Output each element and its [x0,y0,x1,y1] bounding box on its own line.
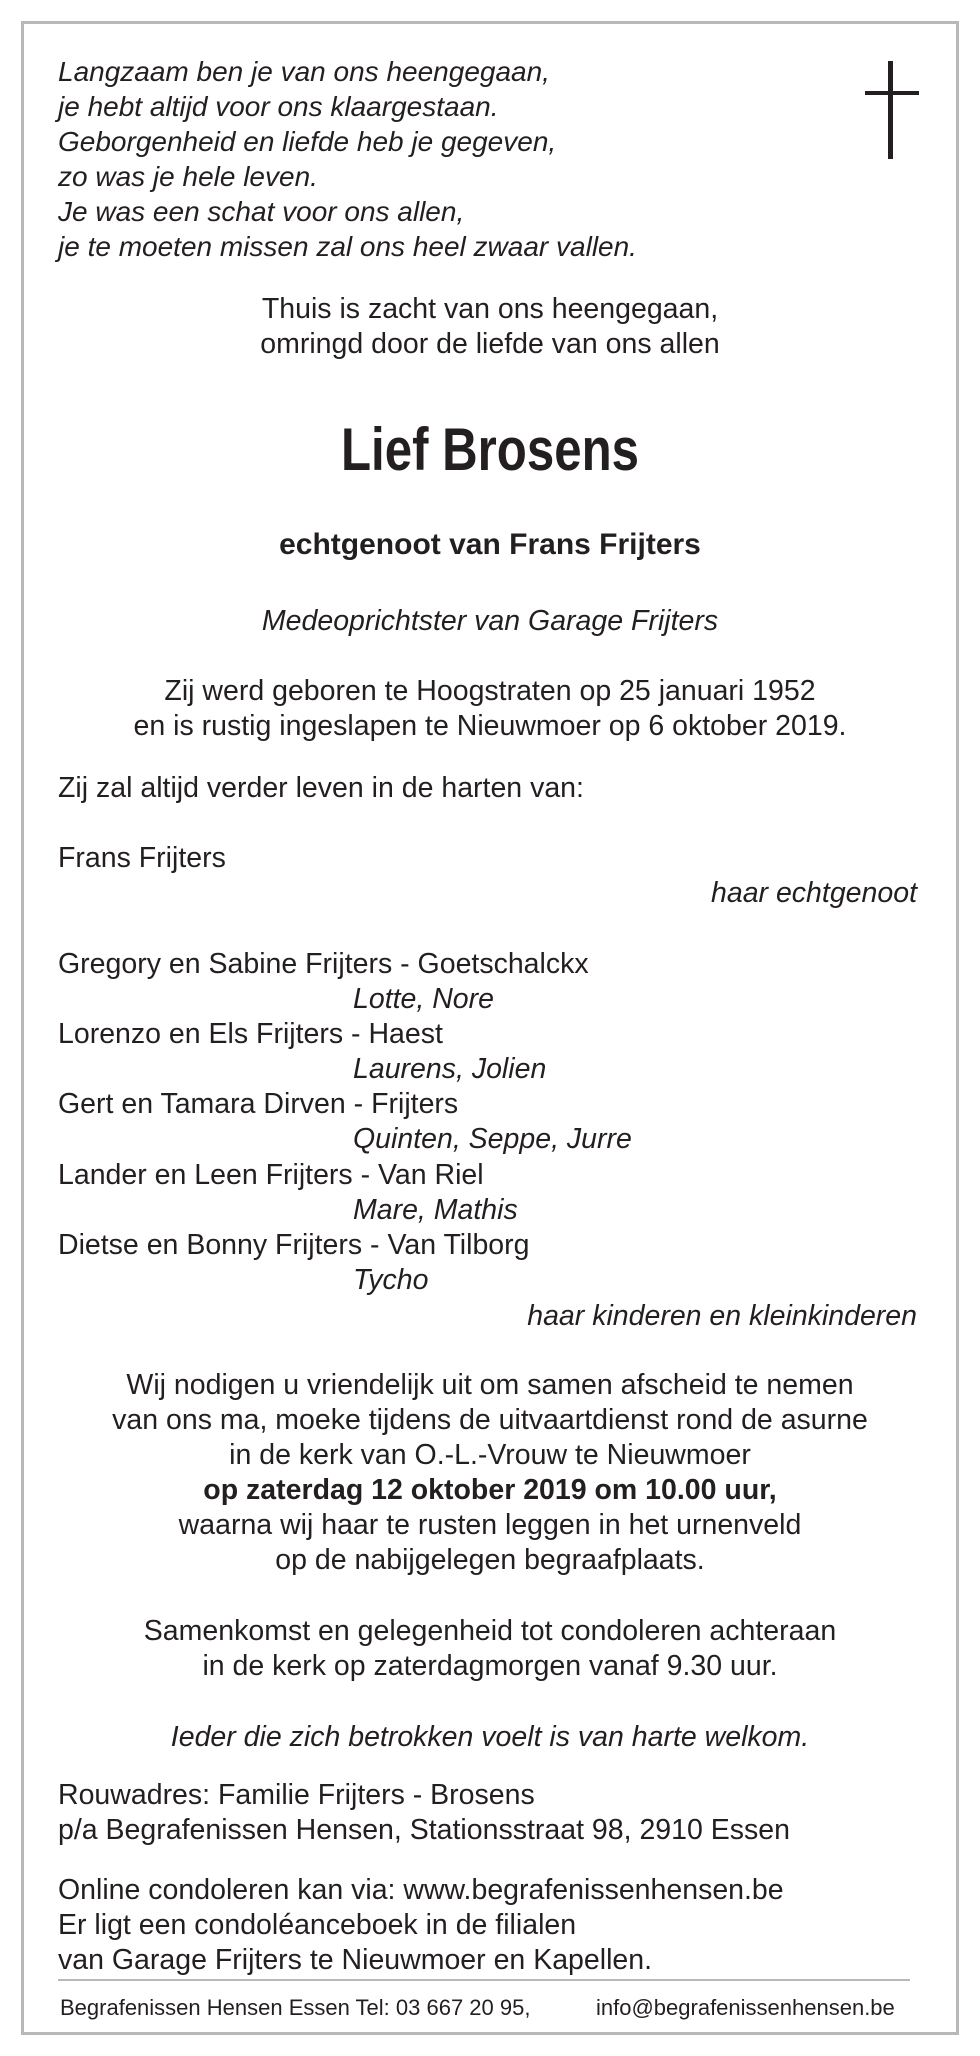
poem-line: je te moeten missen zal ons heel zwaar vallen. [58,231,637,262]
welcome-line: Ieder die zich betrokken voelt is van harte welkom. [170,1721,810,1753]
address-line: Rouwadres: Familie Frijters - Brosens [58,1779,535,1811]
service-line: waarna wij haar te rusten leggen in het urnenveld [178,1509,802,1541]
spouse-line: echtgenoot van Frans Frijters [279,528,701,561]
poem-line: zo was je hele leven. [58,161,318,192]
grandchildren: Tycho [353,1264,429,1296]
family-names: Lorenzo en Els Frijters - Haest [58,1018,443,1050]
family-names: Gregory en Sabine Frijters - Goetschalckx [58,948,589,980]
grandchildren: Lotte, Nore [353,983,494,1015]
poem-line: Geborgenheid en liefde heb je gegeven, [58,126,557,157]
address-line: p/a Begrafenissen Hensen, Stationsstraat 98, 2910 Essen [58,1814,790,1846]
grandchildren: Mare, Mathis [353,1194,518,1226]
role-line: Medeoprichtster van Garage Frijters [261,605,719,637]
online-line: van Garage Frijters te Nieuwmoer en Kapellen. [58,1944,653,1976]
service-line: Wij nodigen u vriendelijk uit om samen afscheid te nemen [126,1369,854,1401]
footer-email: info@begrafenissenhensen.be [596,1995,895,2020]
poem-line: je hebt altijd voor ons klaargestaan. [58,91,499,122]
service-line: op de nabijgelegen begraafplaats. [275,1544,705,1576]
family-names: Lander en Leen Frijters - Van Riel [58,1159,484,1191]
service-line: van ons ma, moeke tijdens de uitvaartdienst rond de asurne [112,1404,868,1436]
deceased-name: Lief Brosens [340,416,640,483]
service-date-time: op zaterdag 12 oktober 2019 om 10.00 uur, [203,1474,777,1506]
family-names: Gert en Tamara Dirven - Frijters [58,1088,459,1120]
gathering-line: in de kerk op zaterdagmorgen vanaf 9.30 uur. [202,1650,778,1682]
spouse-name: Frans Frijters [58,842,226,874]
poem-line: Langzaam ben je van ons heengegaan, [58,56,550,87]
online-line: Online condoleren kan via: www.begrafenissenhensen.be [58,1874,784,1906]
birth-line: Zij werd geboren te Hoogstraten op 25 januari 1952 [164,675,816,707]
poem-line: Je was een schat voor ons allen, [58,196,465,227]
gathering-line: Samenkomst en gelegenheid tot condoleren achteraan [143,1615,837,1647]
footer-divider [58,1979,910,1981]
intro-line: omringd door de liefde van ons allen [260,328,720,360]
family-names: Dietse en Bonny Frijters - Van Tilborg [58,1229,530,1261]
spouse-relation: haar echtgenoot [711,877,917,909]
online-line: Er ligt een condoléanceboek in de filialen [58,1909,577,1941]
service-line: in de kerk van O.-L.-Vrouw te Nieuwmoer [229,1439,751,1471]
remembered-intro: Zij zal altijd verder leven in de harten van: [58,772,584,804]
intro-line: Thuis is zacht van ons heengegaan, [261,293,719,325]
grandchildren: Quinten, Seppe, Jurre [353,1123,632,1155]
death-line: en is rustig ingeslapen te Nieuwmoer op 6 oktober 2019. [133,710,847,742]
footer-phone: Begrafenissen Hensen Essen Tel: 03 667 20 95, [60,1995,531,2020]
families-relation: haar kinderen en kleinkinderen [527,1300,917,1332]
grandchildren: Laurens, Jolien [353,1053,547,1085]
cross-icon [865,61,919,159]
